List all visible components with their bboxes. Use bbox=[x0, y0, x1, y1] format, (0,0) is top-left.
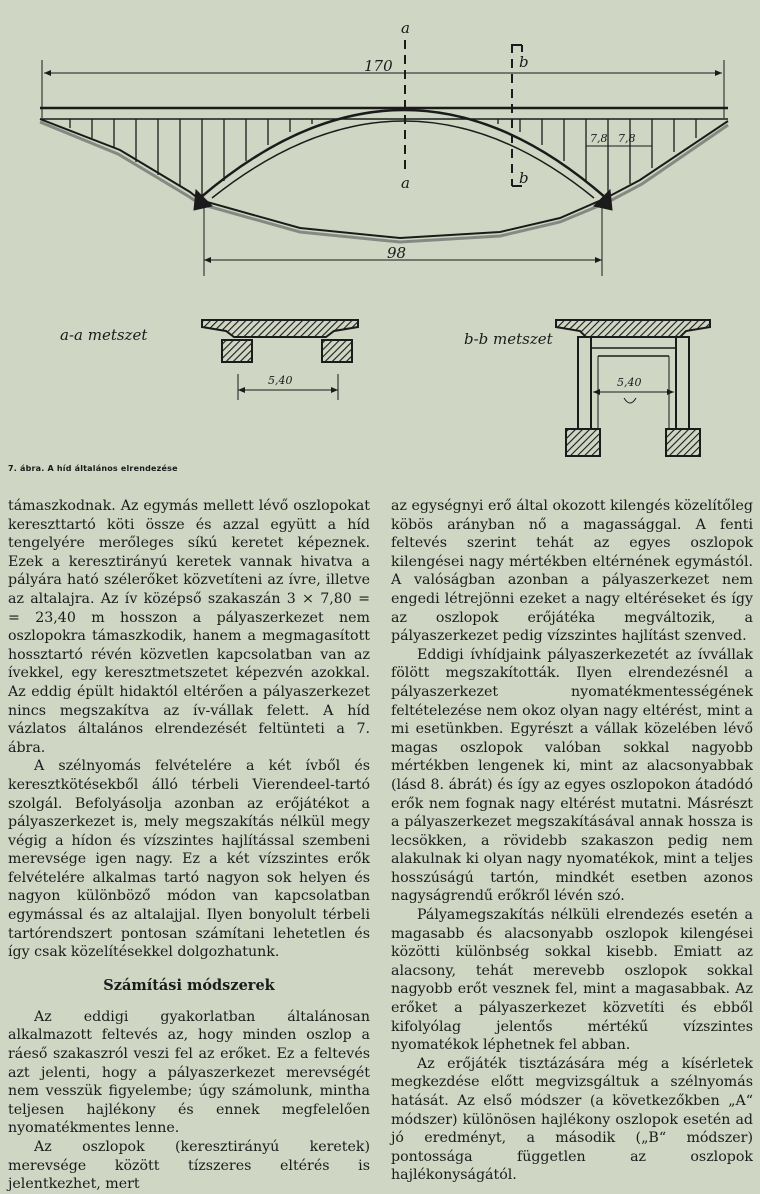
section-b-label: b-b metszet bbox=[464, 330, 553, 348]
label-b-top: b bbox=[519, 53, 529, 71]
right-text-column bbox=[391, 497, 753, 1185]
bridge-general-arrangement-figure bbox=[0, 0, 760, 470]
paragraph: Pályamegszakítás nélküli elrendezés esetén a magasabb és alacsonyabb oszlopok kilengései közötti különbség sokkal kisebb. Emiatt az alacsony, tehát merevebb oszlopok sokkal nagyobb erőt vesznek fel, mint a magasabbak. Az erőket a pályaszerkezet közvetíti és ebből kifolyólag jelentős mértékű vízszintes nyomatékok léphetnek fel abban. bbox=[391, 907, 753, 1054]
paragraph: Az eddigi gyakorlatban általánosan alkalmazott feltevés az, hogy minden oszlop a ráeső szakaszról veszi fel az erőket. Ez a feltevés azt jelenti, hogy a pályaszerkezet merevségét nem vesszük figyelembe; úgy számolunk, mintha teljesen hajlékony és ennek megfelelően nyomatékmentes lenne. bbox=[8, 1008, 370, 1137]
label-a-top: a bbox=[401, 19, 410, 37]
paragraph: az egységnyi erő által okozott kilengés közelítőleg köbös arányban nő a magassággal. A fenti feltevés szerint tehát az egyes oszlopok kilengései nagy mértékben eltérnének egymástól. A valóságban azonban a pályaszerkezet nem engedi létrejönni ezeket a nagy eltéréseket és így az oszlopok erőjátéka megváltozik, a pályaszerkezet pedig vízszintes hajlítást szenved. bbox=[391, 498, 753, 645]
span-170-label: 170 bbox=[364, 57, 393, 75]
section-a-label: a-a metszet bbox=[60, 326, 148, 344]
section-a-width: 5,40 bbox=[268, 374, 293, 387]
left-text-column bbox=[8, 497, 370, 1194]
paragraph: Eddigi ívhídjaink pályaszerkezetét az ívvállak fölött megszakították. Ilyen elrendezésnél a pályaszerkezet nyomatékmentességének feltételezése nem okoz olyan nagy eltérést, mint a mi esetünkben. Egyrészt a vállak közelében lévő magas oszlopok valóban sokkal nagyobb mértékben lengenek ki, mint az alacsonyabbak (lásd 8. ábrát) és így az egyes oszlopokon átadódó erők nem fognak nagy eltérést mutatni. Másrészt a pályaszerkezet megszakításával annak hossza is lecsökken, a rövidebb szakaszon pedig nem alakulnak ki olyan nagy nyomatékok, mint a teljes hosszúságú tartón, mindkét esetben azonos nagyságrendű erőkről lévén szó. bbox=[391, 646, 753, 905]
label-a-bottom: a bbox=[401, 174, 410, 192]
dim-7-8-right: 7,8 bbox=[618, 132, 636, 145]
bridge-elevation bbox=[40, 40, 728, 276]
paragraph: Az erőjáték tisztázására még a kísérletek megkezdése előtt megvizsgáltuk a szélnyomás hatását. Az első módszer (a következőkben „A“ módszer) különösen hajlékony oszlopok esetén ad jó eredményt, a második („B“ módszer) pontossága független az oszlopok hajlékonyságától. bbox=[391, 1055, 753, 1184]
paragraph: A szélnyomás felvételére a két ívből és keresztkötésekből álló térbeli Vierendeel-tartó szolgál. Befolyásolja azonban az erőjátékot a pályaszerkezet is, mely megszakítás nélkül megy végig a hídon és vízszintes hajlítással szembeni merevsége igen nagy. Ez a két vízszintes erők felvételére alkalmas tartó nagyon sok helyen és nagyon különböző módon van kapcsolatban egymással és az altalajjal. Ilyen bonyolult térbeli tartórendszert pontosan számítani lehetetlen és így csak közelítésekkel dolgozhatunk. bbox=[8, 758, 370, 961]
paragraph: támaszkodnak. Az egymás mellett lévő oszlopokat kereszttartó köti össze és azzal együtt a híd tengelyére merőleges síkú keretet képeznek. Ezek a keresztirányú keretek vannak hivatva a pályára ható szélerőket közvetíteni az ívre, illetve az altalajra. Az ív középső szakaszán 3 × 7,80 = = 23,40 m hosszon a pályaszerkezet nem oszlopokra támaszkodik, hanem a megmagasított hossztartó révén közvetlen kapcsolatban van az ívekkel, egy keresztmetszetet képezvén azokkal. Az eddig épült hidaktól eltérően a pályaszerkezet nincs megszakítva az ív-vállak felett. A híd vázlatos általános elrendezését feltünteti a 7. ábra. bbox=[8, 498, 370, 756]
figure-caption: 7. ábra. A híd általános elrendezése bbox=[8, 464, 178, 473]
section-b-width: 5,40 bbox=[617, 376, 642, 389]
label-b-bottom: b bbox=[519, 169, 529, 187]
section-a-a-drawing bbox=[202, 320, 358, 400]
paragraph: Az oszlopok (keresztirányú keretek) merevsége között tízszeres eltérés is jelentkezhet, mert bbox=[8, 1139, 370, 1193]
section-heading: Számítási módszerek bbox=[103, 976, 275, 994]
dim-7-8-left: 7,8 bbox=[590, 132, 608, 145]
span-98-label: 98 bbox=[387, 244, 407, 262]
